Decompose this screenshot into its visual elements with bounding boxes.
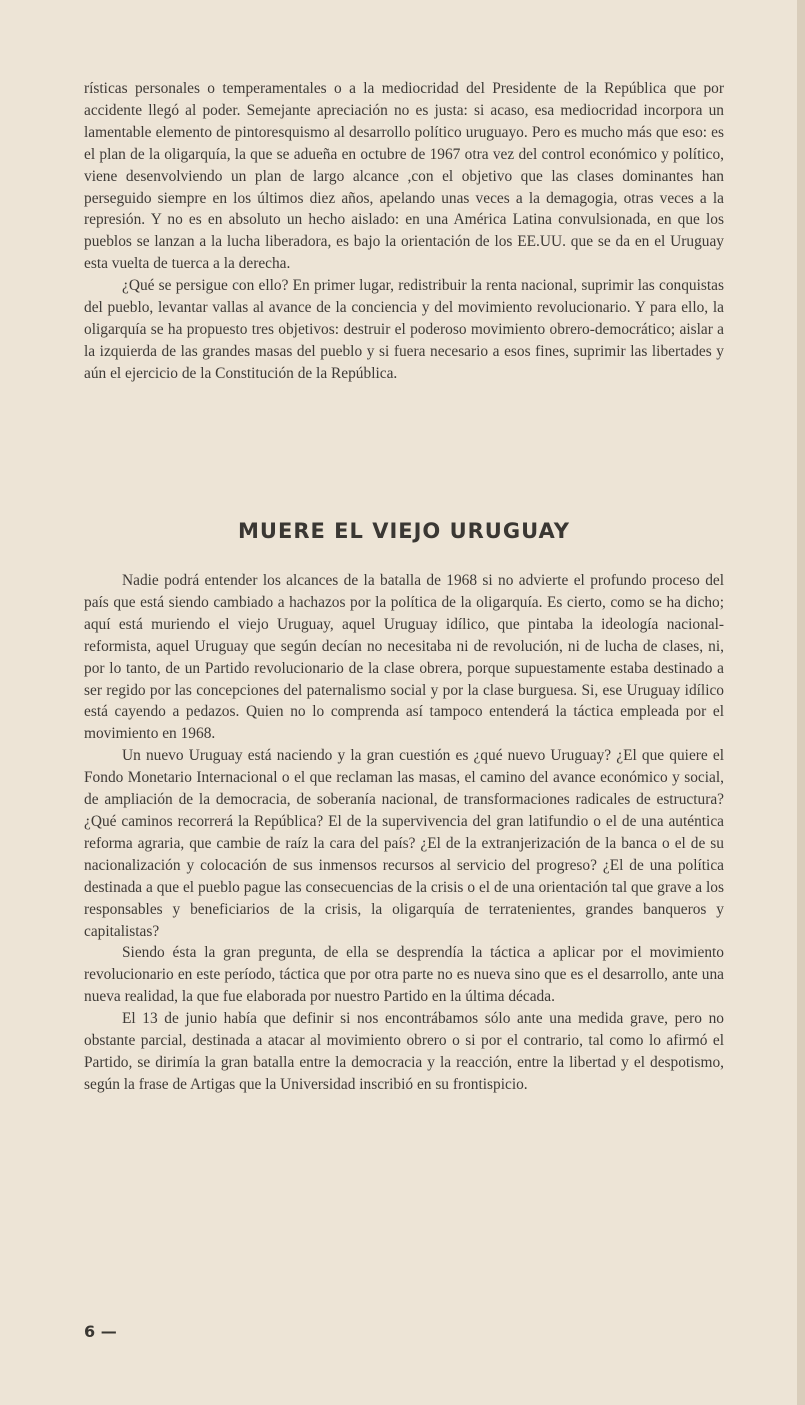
paragraph: Siendo ésta la gran pregunta, de ella se desprendía la táctica a aplicar por el movimiento revolucionario en este período, táctica que por otra parte no es nueva sino que es el desarrollo, ante una nueva realidad, la que fue elaborada por nuestro Partido en la última década. bbox=[84, 944, 724, 1006]
section-heading: MUERE EL VIEJO URUGUAY bbox=[238, 519, 570, 543]
text-block-top bbox=[84, 78, 724, 385]
paragraph: Nadie podrá entender los alcances de la batalla de 1968 si no advierte el profundo proceso del país que está siendo cambiado a hachazos por la política de la oligarquía. Es cierto, como se ha dicho; aquí está muriendo el viejo Uruguay, aquel Uruguay idílico, que pintaba la ideología nacional-reformista, aquel Uruguay que según decían no necesitaba ni de revolución, ni de lucha de clases, ni, por lo tanto, de un Partido revolucionario de la clase obrera, porque supuestamente estaba destinado a ser regido por las concepciones del paternalismo social y por la clase burguesa. Si, ese Uruguay idílico está cayendo a pedazos. Quien no lo comprenda así tampoco entenderá la táctica empleada por el movimiento en 1968. bbox=[84, 572, 724, 743]
text-block-bottom bbox=[84, 570, 724, 1096]
paragraph: El 13 de junio había que definir si nos encontrábamos sólo ante una medida grave, pero no obstante parcial, destinada a atacar al movimiento obrero o si por el contrario, tal como lo afirmó el Partido, se dirimía la gran batalla entre la democracia y la reacción, entre la libertad y el despotismo, según la frase de Artigas que la Universidad inscribió en su frontispicio. bbox=[84, 1010, 724, 1093]
page-number: 6 — bbox=[84, 1322, 117, 1341]
paragraph: Un nuevo Uruguay está naciendo y la gran cuestión es ¿qué nuevo Uruguay? ¿El que quiere el Fondo Monetario Internacional o el que reclaman las masas, el camino del avance económico y social, de ampliación de la democracia, de soberanía nacional, de transformaciones radicales de estructura? ¿Qué caminos recorrerá la República? El de la supervivencia del gran latifundio o el de una auténtica reforma agraria, que cambie de raíz la cara del país? ¿El de la extranjerización de la banca o el de su nacionalización y colocación de sus inmensos recursos al servicio del progreso? ¿El de una política destinada a que el pueblo pague las consecuencias de la crisis o el de una orientación tal que grave a los responsables y beneficiarios de la crisis, la oligarquía de terratenientes, grandes banqueros y capitalistas? bbox=[84, 747, 724, 940]
paragraph: rísticas personales o temperamentales o a la mediocridad del Presidente de la República que por accidente llegó al poder. Semejante apreciación no es justa: si acaso, esa mediocridad incorpora un lamentable elemento de pintoresquismo al desarrollo político uruguayo. Pero es mucho más que eso: es el plan de la oligarquía, la que se adueña en octubre de 1967 otra vez del control económico y político, viene desenvolviendo un plan de largo alcance ,con el objetivo que las clases dominantes han perseguido siempre en los últimos diez años, apelando unas veces a la demagogia, otras veces a la represión. Y no es en absoluto un hecho aislado: en una América Latina convulsionada, en que los pueblos se lanzan a la lucha liberadora, es bajo la orientación de los EE.UU. que se da en el Uruguay esta vuelta de tuerca a la derecha. bbox=[84, 80, 724, 273]
paragraph: ¿Qué se persigue con ello? En primer lugar, redistribuir la renta nacional, suprimir las conquistas del pueblo, levantar vallas al avance de la conciencia y del movimiento revolucionario. Y para ello, la oligarquía se ha propuesto tres objetivos: destruir el poderoso movimiento obrero-democrático; aislar a la izquierda de las grandes masas del pueblo y si fuera necesario a esos fines, suprimir las libertades y aún el ejercicio de la Constitución de la República. bbox=[84, 277, 724, 382]
